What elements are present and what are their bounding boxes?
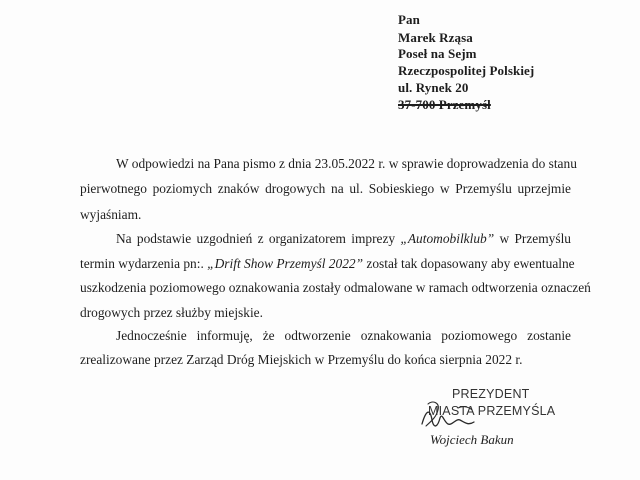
paragraph-1-line-2: pierwotnego poziomych znaków drogowych na ul. Sobieskiego w Przemyślu uprzejmie [80, 181, 571, 196]
paragraph-2-line-4: drogowych przez służby miejskie. [80, 305, 263, 320]
recipient-street: ul. Rynek 20 [398, 80, 469, 95]
recipient-city: 37-700 Przemyśl [398, 97, 491, 112]
organizer-name: „Automobilklub” [400, 231, 495, 246]
paragraph-2-line-1-a: Na podstawie uzgodnień z organizatorem imprezy [116, 231, 401, 246]
recipient-country: Rzeczpospolitej Polskiej [398, 63, 535, 78]
paragraph-2-line-1-c: w Przemyślu [494, 231, 571, 246]
event-name: „Drift Show Przemyśl 2022” [207, 256, 364, 271]
paragraph-2-line-2-c: został tak dopasowany aby ewentualne [363, 256, 575, 271]
paragraph-3-line-1: Jednocześnie informuję, że odtworzenie oznakowania poziomowego zostanie [116, 328, 571, 343]
paragraph-2-line-2-a: termin wydarzenia pn:. [80, 256, 208, 271]
recipient-salutation: Pan [398, 12, 420, 27]
recipient-title: Poseł na Sejm [398, 46, 477, 61]
stamp-line-2: MIASTA PRZEMYŚLA [428, 404, 556, 418]
paragraph-3-line-2: zrealizowane przez Zarząd Dróg Miejskich w Przemyślu do końca sierpnia 2022 r. [80, 352, 523, 367]
recipient-name: Marek Rząsa [398, 30, 473, 45]
paragraph-1-line-1: W odpowiedzi na Pana pismo z dnia 23.05.2022 r. w sprawie doprowadzenia do stanu [116, 156, 577, 171]
paragraph-2-line-2 [80, 256, 575, 272]
signer-name: Wojciech Bakun [430, 432, 514, 447]
stamp-line-1: PREZYDENT [452, 387, 530, 401]
paragraph-2-line-1 [116, 231, 571, 247]
paragraph-1-line-3: wyjaśniam. [80, 207, 142, 222]
handwritten-signature [418, 396, 488, 436]
paragraph-2-line-3: uszkodzenia poziomowego oznakowania zostały odmalowane w ramach odtworzenia oznaczeń [80, 280, 591, 295]
